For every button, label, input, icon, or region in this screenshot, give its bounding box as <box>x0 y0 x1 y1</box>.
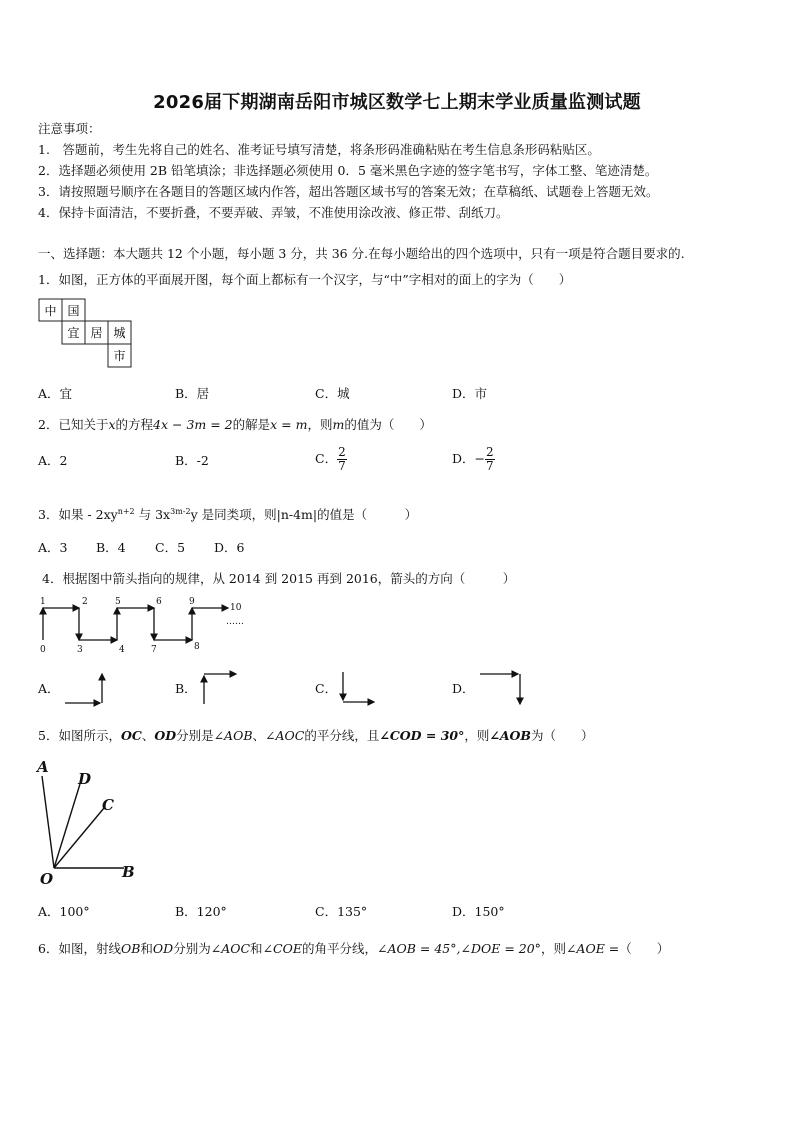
fraction-numerator: 2 <box>486 445 494 459</box>
cube-net-figure <box>38 298 138 372</box>
q5-stem <box>38 728 594 744</box>
q2-option-a: A．2 <box>38 453 68 468</box>
net-cell-guo: 国 <box>67 304 80 318</box>
q5-option-d: D．150° <box>452 904 505 919</box>
q2-text-1: 2．已知关于 <box>38 417 109 432</box>
notice-item-4: 4．保持卡面清洁，不要折叠，不要弄破、弄皱，不准使用涂改液、修正带、刮纸刀。 <box>38 205 509 220</box>
q2-option-d-sign: − <box>474 451 486 466</box>
q5-sep-2: 、 <box>252 728 266 743</box>
arrow-label-6: 6 <box>156 597 162 607</box>
q5-angle-aob: ∠AOB <box>213 728 253 743</box>
q3-text-1: 3．如果 - 2xy <box>38 507 118 523</box>
point-o-label: O <box>40 870 54 888</box>
arrow-label-1: 1 <box>40 597 46 607</box>
q6-text-5: 的角平分线， <box>301 941 377 956</box>
q6-given: ∠AOB = 45°,∠DOE = 20° <box>377 941 541 956</box>
q6-ask-angle: ∠AOE = <box>565 941 620 956</box>
section-heading: 一、选择题：本大题共 12 个小题，每小题 3 分，共 36 分.在每小题给出的四个选项中，只有一项是符合题目要求的. <box>38 246 685 261</box>
notice-heading: 注意事项： <box>38 121 101 136</box>
q2-option-c <box>315 446 347 473</box>
q5-ray-oc: OC <box>120 728 142 743</box>
q3-option-a: A．3 <box>38 540 68 555</box>
q1-option-d: D．市 <box>452 386 488 401</box>
q4-option-c-arrows <box>336 668 382 708</box>
q6-text-4: 和 <box>250 941 263 956</box>
notice-item-2: 2．选择题必须使用 2B 铅笔填涂；非选择题必须使用 0．5 毫米黑色字迹的签字笔书写，字体工整、笔迹清楚。 <box>38 163 658 178</box>
q3-option-b: B．4 <box>96 540 126 555</box>
q2-option-c-fraction <box>337 446 347 473</box>
q6-text-2: 和 <box>140 941 153 956</box>
q4-option-b-arrows <box>198 668 244 708</box>
notice-item-3: 3．请按照题号顺序在各题目的答题区域内作答，超出答题区域书写的答案无效；在草稿纸、试题卷上答题无效。 <box>38 184 659 199</box>
q3-option-c: C．5 <box>155 540 186 555</box>
arrow-label-2: 2 <box>82 597 88 607</box>
q5-sep-1: 、 <box>141 728 155 743</box>
arrow-pattern-figure <box>36 596 248 656</box>
q5-text-1: 5．如图所示， <box>38 728 121 743</box>
q4-option-d-arrows <box>476 668 528 710</box>
q6-text-3: 分别为 <box>173 941 211 956</box>
q2-var-x: x <box>108 417 116 432</box>
arrow-label-9: 9 <box>189 597 195 607</box>
q2-option-b: B．-2 <box>175 453 209 468</box>
arrow-label-3: 3 <box>77 645 83 655</box>
point-a-label: A <box>37 758 49 776</box>
fraction-numerator: 2 <box>338 445 346 459</box>
page-title: 2026届下期湖南岳阳市城区数学七上期末学业质量监测试题 <box>153 92 641 113</box>
q6-text-6: ，则 <box>540 941 566 956</box>
q6-angle-aoc: ∠AOC <box>210 941 251 956</box>
arrow-label-4: 4 <box>119 645 125 655</box>
q3-exponent-1: n+2 <box>117 507 135 516</box>
q1-option-b: B．居 <box>175 386 210 401</box>
q2-solution: x = m <box>270 417 308 432</box>
q5-option-a: A．100° <box>38 904 90 919</box>
q2-text-4: ，则 <box>307 417 333 432</box>
q6-ray-od: OD <box>152 941 174 956</box>
q1-option-c: C．城 <box>315 386 350 401</box>
q3-stem <box>38 504 417 523</box>
arrow-label-0: 0 <box>40 645 46 655</box>
net-cell-shi: 市 <box>113 349 126 363</box>
q2-option-c-label: C． <box>315 451 338 466</box>
fraction-denominator: 7 <box>486 459 494 473</box>
q6-text-7: （ ） <box>619 941 670 956</box>
q6-text-1: 6．如图，射线 <box>38 941 121 956</box>
q5-text-5: 为（ ） <box>531 728 594 743</box>
point-b-label: B <box>122 863 135 881</box>
q5-option-b: B．120° <box>175 904 227 919</box>
q6-ray-ob: OB <box>120 941 141 956</box>
q5-text-3: 的平分线，且 <box>304 728 380 743</box>
q5-text-2: 分别是 <box>176 728 214 743</box>
point-d-label: D <box>78 770 92 788</box>
point-c-label: C <box>102 796 114 814</box>
arrow-label-10: 10 <box>230 603 242 613</box>
q6-stem <box>38 941 669 957</box>
q2-option-d-fraction <box>485 446 495 473</box>
q4-option-a: A． <box>38 681 60 696</box>
q3-exponent-2: 3m-2 <box>170 507 191 516</box>
notice-item-1: 1. 答题前，考生先将自己的姓名、准考证号填写清楚，将条形码准确粘贴在考生信息条形码粘贴区。 <box>38 142 600 157</box>
q2-option-d-label: D． <box>452 451 475 466</box>
q1-option-a: A．宜 <box>38 386 73 401</box>
q5-condition: ∠COD = 30° <box>379 728 465 743</box>
q2-var-m: m <box>332 417 345 432</box>
q2-text-5: 的值为（ ） <box>344 417 432 432</box>
q3-option-d: D．6 <box>214 540 245 555</box>
angle-figure <box>32 756 142 888</box>
q5-text-4: ，则 <box>464 728 490 743</box>
q1-stem: 1．如图，正方体的平面展开图，每个面上都标有一个汉字，与“中”字相对的面上的字为（ ） <box>38 272 572 287</box>
q5-ask-angle: ∠AOB <box>489 728 532 743</box>
q4-option-b: B． <box>175 681 197 696</box>
net-cell-yi: 宜 <box>67 326 80 340</box>
arrow-ellipsis: …… <box>226 617 244 627</box>
q2-stem <box>38 417 432 433</box>
q2-equation: 4x − 3m = 2 <box>153 417 233 432</box>
q5-option-c: C．135° <box>315 904 368 919</box>
arrow-label-7: 7 <box>151 645 157 655</box>
q5-angle-aoc: ∠AOC <box>265 728 305 743</box>
q4-option-c: C． <box>315 681 338 696</box>
arrow-label-5: 5 <box>115 597 121 607</box>
q4-option-d: D． <box>452 681 475 696</box>
q2-text-2: 的方程 <box>115 417 154 432</box>
q3-text-2: 与 3x <box>134 507 171 523</box>
q5-ray-od: OD <box>154 728 177 743</box>
q4-stem: 4．根据图中箭头指向的规律，从 2014 到 2015 再到 2016，箭头的方向（ ） <box>42 571 516 586</box>
net-cell-cheng: 城 <box>113 326 126 340</box>
q2-option-d <box>452 446 495 473</box>
q2-text-3: 的解是 <box>232 417 271 432</box>
q3-text-3: y 是同类项，则|n-4m|的值是（ ） <box>190 507 418 523</box>
fraction-denominator: 7 <box>338 459 346 473</box>
net-cell-ju: 居 <box>90 326 103 340</box>
q6-angle-coe: ∠COE <box>262 941 302 956</box>
net-cell-zhong: 中 <box>44 304 57 318</box>
q4-option-a-arrows <box>62 668 108 708</box>
arrow-label-8: 8 <box>194 642 200 652</box>
